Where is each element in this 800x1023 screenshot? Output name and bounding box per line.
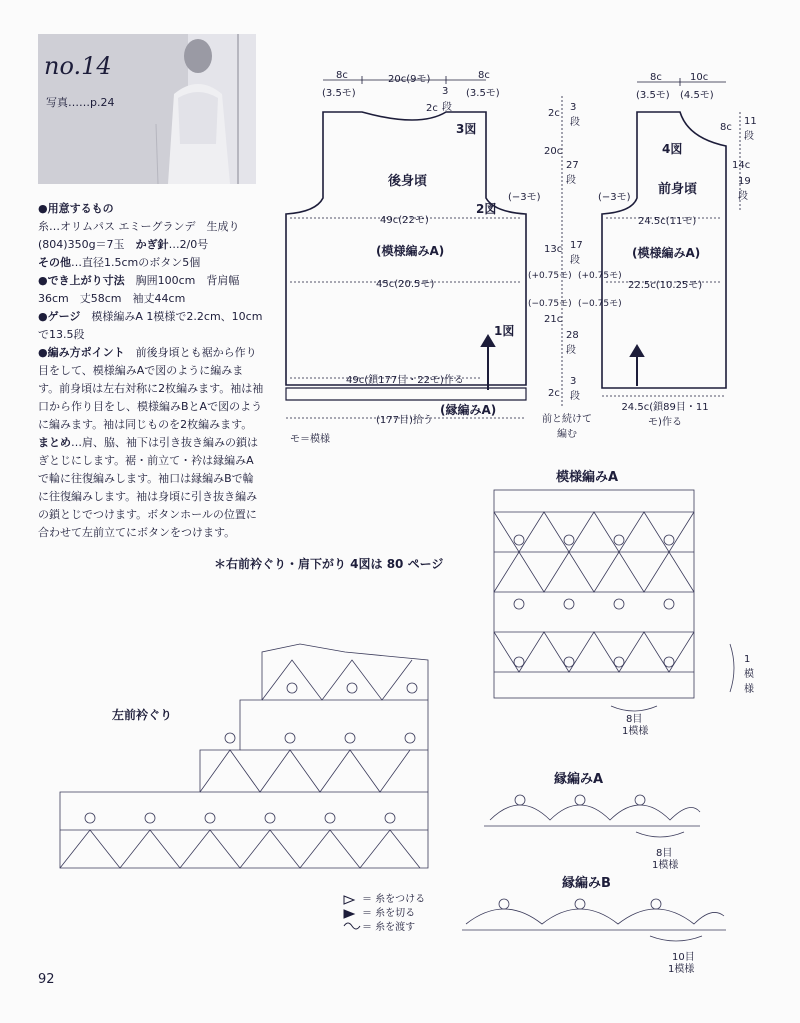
front-top-left: 8c: [650, 72, 662, 83]
mid-d4-rows: 28段: [566, 330, 579, 356]
mid-d3-rows: 17段: [570, 240, 583, 266]
back-edging: (縁編みA): [440, 403, 497, 417]
back-top-left-sub: (3.5モ): [322, 88, 356, 99]
edge-b-repeat: 10目: [672, 952, 695, 963]
left-neck-title: 左前衿ぐり: [112, 708, 173, 722]
pattern-a-repeat: 8目: [626, 714, 643, 725]
mid-d4: 21c: [544, 314, 563, 325]
pattern-a-title: 模様編みA: [556, 470, 619, 485]
legend: [338, 893, 425, 935]
back-pickup: (177目)拾う: [376, 415, 433, 426]
front-side-rows: 19段: [738, 176, 751, 202]
finished-size: ●でき上がり寸法 胸囲100cm 背肩幅36cm 丈58cm 袖丈44cm: [38, 274, 240, 305]
gauge: ●ゲージ 模様編みA 1模様で2.2cm、10cmで13.5段: [38, 310, 263, 341]
edge-a-repeat-sub: 1模様: [652, 860, 679, 871]
back-body-arrows: [482, 336, 494, 390]
back-top-mid: 20c(9モ): [388, 74, 431, 85]
front-top-left-sub: (3.5モ): [636, 90, 670, 101]
legend-join: ＝ 糸をつける: [362, 894, 426, 905]
unit-note: モ＝模様: [290, 434, 330, 445]
front-side-c: 14c: [732, 160, 751, 171]
front-chest: 24.5c(11モ): [638, 216, 697, 227]
pattern-number: no.14: [44, 52, 112, 80]
finishing: まとめ…肩、脇、袖下は引き抜き編みの鎖はぎとじにします。裾・前立て・衿は縁編みAで輪に往復編みします。袖口は縁編みBで輪に往復編みします。袖は身頃に引き抜き編みの鎖とじでつけます。ボタンホールの位置に合わせて左前立てにボタンをつけます。: [38, 436, 258, 539]
back-fig3: 3図: [456, 122, 477, 136]
front-waist: 22.5c(10.25モ): [628, 280, 703, 291]
back-hem: 49c(鎖177目・22モ)作る: [346, 375, 464, 386]
materials-other: その他…直径1.5cmのボタン5個: [38, 256, 201, 269]
front-neck-rows: 11段: [744, 116, 757, 142]
legend-carry: ＝ 糸を渡す: [362, 922, 416, 933]
front-pattern: (模様編みA): [632, 246, 701, 260]
legend-cut: ＝ 糸を切る: [362, 908, 416, 919]
front-body-title: 前身頃: [658, 182, 698, 197]
right-front-note: ＊右前衿ぐり・肩下がり 4図は 80 ページ: [214, 557, 444, 571]
back-armhole: (−3モ): [508, 192, 541, 203]
back-top-right: 8c: [478, 70, 490, 81]
mid-dec-right: (−0.75モ): [578, 299, 622, 309]
mid-continue-note: 前と続けて編む: [542, 414, 592, 440]
mid-d2: 20c: [544, 146, 563, 157]
mid-inc-left: (+0.75モ): [528, 271, 572, 281]
edge-b-chart: [462, 899, 726, 941]
edge-b-repeat-sub: 1模様: [668, 964, 695, 975]
mid-dec-left: (−0.75モ): [528, 299, 572, 309]
front-body-arrow: [631, 346, 643, 386]
mid-d5: 2c: [548, 388, 560, 399]
page-number: 92: [38, 972, 55, 987]
back-waist: 45c(20.5モ): [376, 279, 435, 290]
front-top-right-sub: (4.5モ): [680, 90, 714, 101]
edge-a-repeat: 8目: [656, 848, 673, 859]
back-top-left: 8c: [336, 70, 348, 81]
back-pattern: (模様編みA): [376, 244, 445, 258]
back-top-right-sub: (3.5モ): [466, 88, 500, 99]
mid-d2-rows: 27段: [566, 160, 579, 186]
pattern-a-repeat-sub: 1模様: [622, 726, 649, 737]
front-hem: 24.5c(鎖89目・11モ)作る: [621, 402, 709, 428]
back-neck-c: 2c: [426, 103, 438, 114]
pattern-a-chart: [494, 490, 734, 711]
edge-a-chart: [484, 795, 700, 837]
back-fig2: 2図: [476, 202, 497, 216]
mid-d5-rows: 3段: [570, 376, 580, 402]
back-body-title: 後身頃: [388, 174, 428, 189]
edge-a-title: 縁編みA: [554, 772, 604, 787]
materials-heading: ●用意するもの: [38, 202, 114, 215]
materials-yarn: 糸…オリムパス エミーグランデ 生成り (804)350g＝7玉 かぎ針…2/0号: [38, 220, 240, 251]
back-neck-rows-unit: 段: [442, 102, 452, 113]
front-fig4: 4図: [662, 142, 683, 156]
front-top-right: 10c: [690, 72, 709, 83]
mid-inc-right: (+0.75モ): [578, 271, 622, 281]
left-neck-chart: [60, 644, 428, 868]
mid-d1-rows: 3段: [570, 102, 580, 128]
back-neck-rows: 3: [442, 86, 449, 97]
pattern-a-rows: 1模様: [744, 654, 754, 695]
back-fig1: 1図: [494, 324, 515, 338]
back-chest: 49c(22モ): [380, 215, 429, 226]
front-neck-c: 8c: [720, 122, 732, 133]
mid-d1: 2c: [548, 108, 560, 119]
photo-reference: 写真……p.24: [46, 96, 115, 109]
edge-b-title: 縁編みB: [562, 876, 611, 891]
mid-d3: 13c: [544, 244, 563, 255]
knitting-points: ●編み方ポイント 前後身頃とも裾から作り目をして、模様編みAで図のように編みます。前身頃は左右対称に2枚編みます。袖は袖口から作り目をし、模様編みBとAで図のように編みます。袖は同じものを2枚編みます。: [38, 346, 264, 431]
front-armhole: (−3モ): [598, 192, 631, 203]
